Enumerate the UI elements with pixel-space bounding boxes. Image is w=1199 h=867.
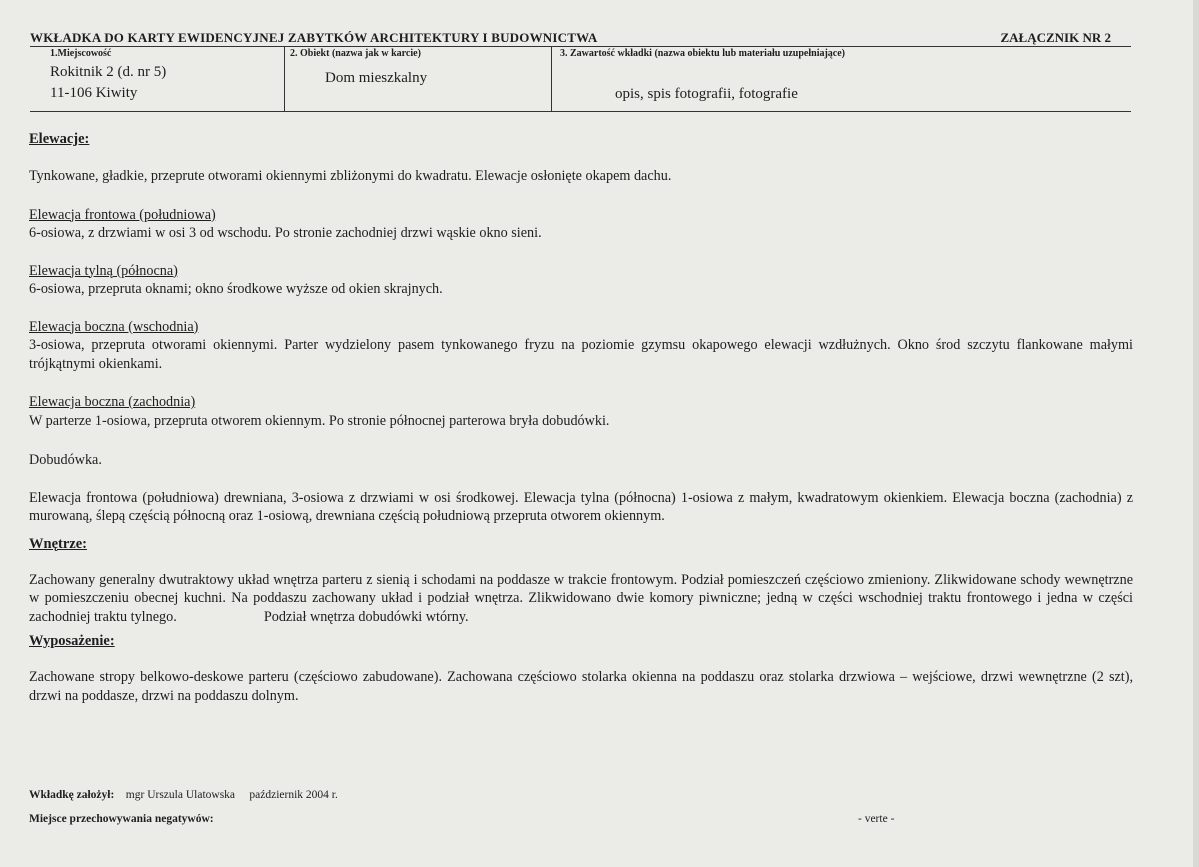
subheading-front-elevation: Elewacja frontowa (południowa)	[29, 206, 216, 223]
front-elevation-text: 6-osiowa, z drzwiami w osi 3 od wschodu. Po stronie zachodniej drzwi wąskie okno sieni.	[29, 225, 542, 241]
interior-tail-text: Podział wnętrza dobudówki wtórny.	[263, 608, 469, 625]
column-divider-1	[284, 46, 285, 111]
header-top-rule	[30, 46, 1131, 47]
verte-note: - verte -	[858, 813, 895, 825]
author-date: październik 2004 r.	[249, 789, 338, 801]
east-elevation-text: 3-osiowa, przepruta otworami okiennymi. Parter wydzielony pasem tynkowanego fryzu na poziomie gzymsu okapowego elewacji wzdłużnych. Okno środ szczytu flankowane małymi trójkątnymi okienkami.	[29, 337, 1133, 372]
annex-number: ZAŁĄCZNIK NR 2	[1000, 30, 1111, 45]
column-divider-2	[551, 46, 552, 111]
subheading-east-elevation: Elewacja boczna (wschodnia)	[29, 318, 199, 335]
locality-label: 1.Miejscowość	[50, 48, 112, 59]
equipment-text: Zachowane stropy belkowo-deskowe parteru (częściowo zabudowane). Zachowana częściowo stolarka okienna na poddaszu oraz stolarka drzwiowa – wejściowe, drzwi wewnętrzne (2 szt), drzwi na poddasze, drzwi na poddaszu dolnym.	[29, 669, 1133, 704]
author-label: Wkładkę założył:	[29, 789, 115, 801]
west-elevation-text: W parterze 1-osiowa, przepruta otworem okiennym. Po stronie północnej parterowa bryła dobudówki.	[29, 412, 610, 429]
annex-title: Dobudówka.	[29, 452, 102, 468]
negatives-label: Miejsce przechowywania negatywów:	[29, 813, 214, 825]
interior-main-text: Zachowany generalny dwutraktowy układ wnętrza parteru z sienią i schodami na poddasze w trakcie frontowym. Podział pomieszczeń częściowo zmieniony. Zlikwidowane schody wewnętrzne w pomieszczeniu obecnej kuchni. Na poddaszu zachowany układ i podział wnętrza. Zlikwidowano dwie komory piwniczne; jedną w części wschodniej traktu frontowego i jedna w części zachodniej traktu tylnego.	[29, 571, 1133, 625]
subheading-back-elevation: Elewacja tylną (północna)	[29, 262, 178, 279]
object-label: 2. Obiekt (nazwa jak w karcie)	[290, 48, 421, 59]
subheading-west-elevation: Elewacja boczna (zachodnia)	[29, 394, 196, 410]
object-value: Dom mieszkalny	[325, 70, 428, 86]
author-value: mgr Urszula Ulatowska	[125, 789, 236, 801]
section-heading-equipment: Wyposażenie:	[29, 633, 115, 649]
insert-contents-value: opis, spis fotografii, fotografie	[615, 86, 798, 102]
locality-value-line2: 11-106 Kiwity	[50, 85, 138, 101]
document-body	[29, 130, 1133, 705]
interior-text	[29, 571, 1133, 627]
document-title: WKŁADKA DO KARTY EWIDENCYJNEJ ZABYTKÓW ARCHITEKTURY I BUDOWNICTWA	[30, 30, 598, 45]
section-heading-interior: Wnętrze:	[29, 535, 87, 552]
insert-contents-label: 3. Zawartość wkładki (nazwa obiektu lub materiału uzupełniające)	[560, 48, 846, 59]
elevations-text: Tynkowane, gładkie, przeprute otworami okiennymi zbliżonymi do kwadratu. Elewacje osłonięte okapem dachu.	[29, 168, 672, 184]
annex-text: Elewacja frontowa (południowa) drewniana, 3-osiowa z drzwiami w osi środkowej. Elewacja tylna (północna) 1-osiowa z małym, kwadratowym okienkiem. Elewacja boczna (zachodnia) z murowaną, ślepą częścią północną oraz 1-osiową, drewniana częścią południową przepruta otworem okiennym.	[29, 489, 1133, 524]
header-bottom-rule	[30, 111, 1131, 112]
scan-edge	[1193, 0, 1199, 867]
locality-value-line1: Rokitnik 2 (d. nr 5)	[50, 64, 167, 80]
section-heading-elevations: Elewacje:	[29, 131, 90, 147]
back-elevation-text: 6-osiowa, przepruta oknami; okno środkowe wyższe od okien skrajnych.	[29, 281, 443, 297]
author-line	[29, 789, 338, 801]
